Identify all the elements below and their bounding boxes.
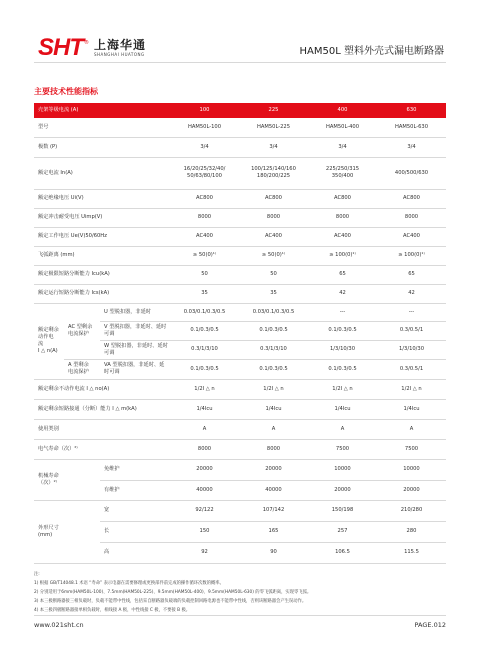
- table-cell: 92/122: [170, 500, 239, 521]
- table-cell: 8000: [239, 439, 308, 459]
- table-row: [34, 359, 446, 379]
- table-cell: 0.3/0.5/1: [377, 321, 446, 340]
- row-label: 额定绝缘电压 Ui(V): [34, 189, 170, 208]
- table-cell: 42: [377, 284, 446, 303]
- row-label: VA 型脱扣器，非延时、延时可调: [100, 359, 170, 379]
- table-cell: 1/4Icu: [377, 399, 446, 419]
- row-label: 额定剩余不动作电流 I △ no(A): [34, 379, 170, 399]
- table-cell: 3/4: [170, 137, 239, 157]
- row-label: U 型脱扣器，非延时: [100, 303, 170, 321]
- spec-table: [34, 103, 446, 564]
- table-cell: 1/2I △ n: [377, 379, 446, 399]
- table-cell: HAM50L-225: [239, 118, 308, 137]
- header-label: 壳架等级电流 (A): [34, 103, 170, 118]
- table-cell: 0.3/0.5/1: [377, 359, 446, 379]
- row-label: 额定电流 In(A): [34, 157, 170, 189]
- table-cell: 3/4: [239, 137, 308, 157]
- a-type-label: A 型剩余 电流保护: [64, 359, 100, 379]
- table-cell: 20000: [239, 459, 308, 480]
- table-cell: AC800: [170, 189, 239, 208]
- table-cell: 0.03/0.1/0.3/0.5: [170, 303, 239, 321]
- table-cell: 8000: [170, 208, 239, 227]
- logo-sht-text: SHT: [38, 34, 83, 61]
- table-cell: HAM50L-630: [377, 118, 446, 137]
- table-row: [34, 500, 446, 521]
- table-cell: 1/4Icu: [170, 399, 239, 419]
- row-label: 宽: [100, 500, 170, 521]
- notes-title: 注:: [34, 572, 40, 577]
- row-label: 有维护: [100, 480, 170, 500]
- table-row: [34, 379, 446, 399]
- page-header: [0, 0, 480, 62]
- table-cell: 0.1/0.3/0.5: [308, 359, 377, 379]
- table-row: [34, 265, 446, 284]
- footer-website: www.021sht.cn: [34, 621, 84, 629]
- table-cell: ≥ 100(0)¹⁾: [377, 246, 446, 265]
- row-label: 使用类别: [34, 419, 170, 439]
- row-label: V 型脱扣器，非延时、延时可调: [100, 321, 170, 340]
- table-header-row: [34, 103, 446, 118]
- table-cell: 3/4: [308, 137, 377, 157]
- table-cell: 20000: [170, 459, 239, 480]
- row-label: 额定运行短路分断能力 Ics(kA): [34, 284, 170, 303]
- table-cell: AC400: [170, 227, 239, 246]
- table-cell: 50: [239, 265, 308, 284]
- table-cell: 20000: [377, 480, 446, 500]
- table-cell: 1/4Icu: [308, 399, 377, 419]
- table-cell: 8000: [377, 208, 446, 227]
- table-cell: 7500: [308, 439, 377, 459]
- table-row: [34, 189, 446, 208]
- table-cell: A: [377, 419, 446, 439]
- row-label: 额定极限短路分断能力 Icu(kA): [34, 265, 170, 284]
- table-cell: ≥ 50(0)¹⁾: [239, 246, 308, 265]
- row-label: 额定冲击耐受电压 Uimp(V): [34, 208, 170, 227]
- table-row: [34, 439, 446, 459]
- table-cell: ≥ 100(0)¹⁾: [308, 246, 377, 265]
- table-cell: 42: [308, 284, 377, 303]
- table-cell: 1/3/10/30: [377, 340, 446, 359]
- table-cell: 35: [239, 284, 308, 303]
- table-cell: 400/500/630: [377, 157, 446, 189]
- table-row: [34, 303, 446, 321]
- table-cell: HAM50L-400: [308, 118, 377, 137]
- table-cell: 8000: [239, 208, 308, 227]
- table-cell: 20000: [308, 480, 377, 500]
- table-cell: AC800: [308, 189, 377, 208]
- table-cell: 165: [239, 521, 308, 542]
- table-cell: 3/4: [377, 137, 446, 157]
- row-label: 额定剩余短路接通（分断）能力 I △ m(kA): [34, 399, 170, 419]
- table-cell: 10000: [377, 459, 446, 480]
- table-cell: 1/2I △ n: [239, 379, 308, 399]
- footer-divider: [34, 615, 446, 616]
- table-cell: 115.5: [377, 542, 446, 563]
- table-cell: 150: [170, 521, 239, 542]
- company-logo: [38, 34, 146, 62]
- table-cell: 1/2I △ n: [170, 379, 239, 399]
- note-4: 4) 本三极四极断路器接单相负载时，相线接 A 极，中性线接 C 极，不要接 B 极。: [34, 608, 191, 613]
- table-cell: A: [170, 419, 239, 439]
- table-cell: 65: [377, 265, 446, 284]
- ac-type-label: AC 型剩余 电流保护: [64, 303, 100, 359]
- table-cell: HAM50L-100: [170, 118, 239, 137]
- table-row: [34, 227, 446, 246]
- row-label: 飞弧距离 (mm): [34, 246, 170, 265]
- table-cell: 90: [239, 542, 308, 563]
- table-cell: 100/125/140/160 180/200/225: [239, 157, 308, 189]
- registered-mark: ®: [84, 40, 89, 46]
- table-cell: ---: [377, 303, 446, 321]
- table-row: [34, 399, 446, 419]
- header-cell: 400: [308, 103, 377, 118]
- table-row: [34, 118, 446, 137]
- row-label: 免维护: [100, 459, 170, 480]
- table-cell: 1/2I △ n: [308, 379, 377, 399]
- table-cell: ---: [308, 303, 377, 321]
- table-cell: 40000: [239, 480, 308, 500]
- page-number: PAGE.012: [414, 621, 446, 629]
- table-cell: 257: [308, 521, 377, 542]
- header-cell: 630: [377, 103, 446, 118]
- dimension-label: 外形尺寸 (mm): [34, 500, 100, 563]
- table-cell: 0.1/0.3/0.5: [239, 359, 308, 379]
- table-cell: 106.5: [308, 542, 377, 563]
- table-cell: AC400: [239, 227, 308, 246]
- residual-group-label: 额定剩余 动作电 流 I △ n(A): [34, 303, 64, 379]
- row-label: 高: [100, 542, 170, 563]
- table-cell: 35: [170, 284, 239, 303]
- table-cell: AC800: [239, 189, 308, 208]
- notes-section: [34, 570, 446, 615]
- table-cell: 92: [170, 542, 239, 563]
- row-label: 极数 (P): [34, 137, 170, 157]
- mech-life-label: 机械寿命 （次）²⁾: [34, 459, 100, 500]
- table-cell: ≥ 50(0)¹⁾: [170, 246, 239, 265]
- row-label: 型号: [34, 118, 170, 137]
- table-cell: 7500: [377, 439, 446, 459]
- table-cell: 0.3/1/3/10: [239, 340, 308, 359]
- table-cell: 1/3/10/30: [308, 340, 377, 359]
- table-cell: 0.1/0.3/0.5: [170, 359, 239, 379]
- table-row: [34, 284, 446, 303]
- table-cell: 0.1/0.3/0.5: [308, 321, 377, 340]
- table-cell: 8000: [170, 439, 239, 459]
- table-cell: 0.1/0.3/0.5: [239, 321, 308, 340]
- table-row: [34, 208, 446, 227]
- table-cell: 0.03/0.1/0.3/0.5: [239, 303, 308, 321]
- table-cell: 50: [170, 265, 239, 284]
- row-label: 额定工作电压 Ue(V)50/60Hz: [34, 227, 170, 246]
- table-cell: 40000: [170, 480, 239, 500]
- note-3: 3) 本三极断路器接三相负载时，负载不能带中性线，包括采自断路器负载端的负载控制回路电源也不能带中性线，否则该断路器会产生误动作。: [34, 599, 307, 604]
- table-cell: 210/280: [377, 500, 446, 521]
- table-row: [34, 459, 446, 480]
- table-row: [34, 157, 446, 189]
- table-cell: 0.1/0.3/0.5: [170, 321, 239, 340]
- header-divider: [34, 62, 446, 63]
- row-label: 长: [100, 521, 170, 542]
- logo-english-name: SHANGHAI HUATONG: [94, 52, 145, 57]
- table-cell: 150/198: [308, 500, 377, 521]
- table-cell: 107/142: [239, 500, 308, 521]
- header-cell: 225: [239, 103, 308, 118]
- table-row: [34, 419, 446, 439]
- table-cell: 16/20/25/32/40/ 50/63/80/100: [170, 157, 239, 189]
- table-cell: 280: [377, 521, 446, 542]
- table-cell: 225/250/315 350/400: [308, 157, 377, 189]
- row-label: 电气寿命（次）²⁾: [34, 439, 170, 459]
- table-cell: AC800: [377, 189, 446, 208]
- section-title: 主要技术性能指标: [34, 87, 98, 96]
- table-cell: A: [308, 419, 377, 439]
- logo-chinese-name: 上海华通: [94, 38, 147, 52]
- table-row: [34, 137, 446, 157]
- product-title: HAM50L 塑料外壳式漏电断路器: [299, 46, 444, 57]
- note-2: 2) 分别适用于6mm(HAM50L-100)、7.5mm(HAM50L-225)、9.5mm(HAM50L-400)、9.5mm(HAM50L-630) 的零飞弧距离，实现零飞弧。: [34, 590, 312, 595]
- table-cell: AC400: [308, 227, 377, 246]
- table-cell: 0.3/1/3/10: [170, 340, 239, 359]
- table-cell: AC400: [377, 227, 446, 246]
- table-cell: 1/4Icu: [239, 399, 308, 419]
- table-cell: 10000: [308, 459, 377, 480]
- table-cell: 65: [308, 265, 377, 284]
- table-cell: 8000: [308, 208, 377, 227]
- table-cell: A: [239, 419, 308, 439]
- table-row: [34, 246, 446, 265]
- row-label: W 型脱扣器，非延时、延时可调: [100, 340, 170, 359]
- header-cell: 100: [170, 103, 239, 118]
- note-1: 1) 根据 GB/T14048.1 术语 “寿命” 表示电器在需要修理或更换部件前完成的操作循环次数的概率。: [34, 581, 224, 586]
